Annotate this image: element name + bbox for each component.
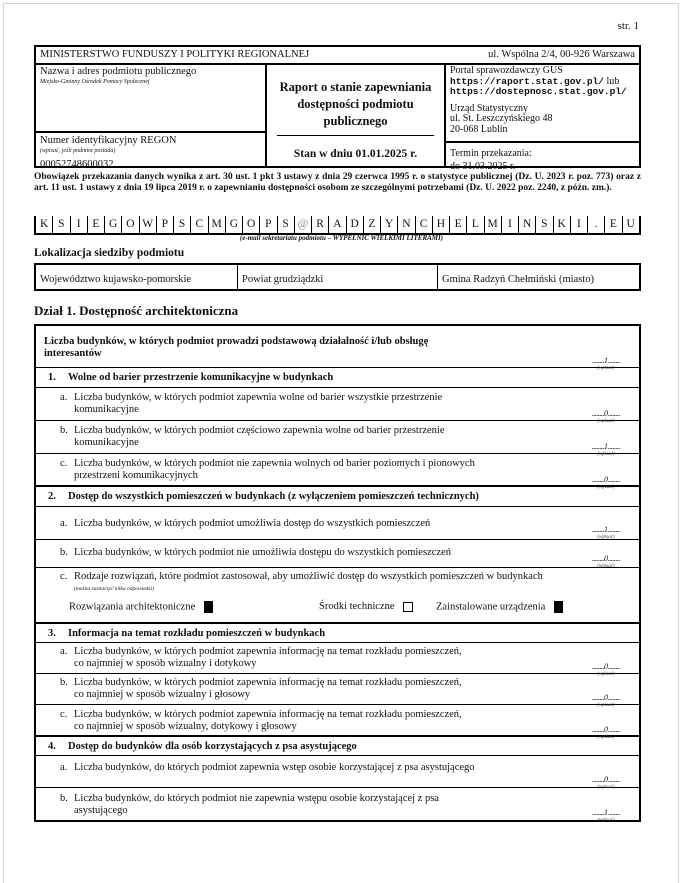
entity-name-value: Miejsko-Gminny Ośrodek Pomocy Społecznej <box>40 79 150 85</box>
item-letter: b. <box>60 677 68 688</box>
email-char-box[interactable]: Z <box>363 216 380 233</box>
item-letter: c. <box>60 571 68 582</box>
question-line: Liczba budynków, do których podmiot zapewnia wstęp osobie korzystającej z psa asystującego <box>74 762 475 773</box>
entity-column <box>36 65 267 170</box>
question-row <box>36 674 639 708</box>
option-label: Zainstalowane urządzenia <box>436 601 546 613</box>
question-row <box>36 705 639 740</box>
answer-field[interactable] <box>583 802 629 823</box>
option-devices[interactable] <box>436 601 563 613</box>
entity-name-cell[interactable] <box>36 65 265 133</box>
email-char-box[interactable]: I <box>570 216 587 233</box>
email-char-box[interactable]: C <box>190 216 207 233</box>
checkbox-unchecked-icon[interactable] <box>403 602 413 612</box>
email-char-box[interactable]: S <box>277 216 294 233</box>
ministry-address: ul. Wspólna 2/4, 00-926 Warszawa <box>488 49 635 60</box>
question-line: Liczba budynków, w których podmiot zapewnia informację na temat rozkładu pomieszczeń, <box>74 709 462 720</box>
answer-field[interactable] <box>583 769 629 790</box>
email-char-box[interactable]: N <box>518 216 535 233</box>
fill-hint: (wpisać) <box>597 735 615 740</box>
commune-cell[interactable]: Gmina Radzyń Chełmiński (miasto) <box>442 274 594 285</box>
field-value: ........ 0 ........ <box>592 775 620 784</box>
email-char-box[interactable]: W <box>139 216 156 233</box>
option-label: Środki techniczne <box>319 601 395 612</box>
email-char-box[interactable]: G <box>104 216 121 233</box>
question-line: asystującego <box>74 805 128 816</box>
group-number: 3. <box>48 628 56 639</box>
deadline-label: Termin przekazania: <box>450 148 532 159</box>
item-letter: b. <box>60 793 68 804</box>
fill-hint: (wpisać) <box>597 818 615 823</box>
question-row <box>36 643 639 677</box>
item-letter: a. <box>60 646 68 657</box>
buildings-total-row <box>36 326 639 371</box>
field-value: ........ 0 ........ <box>592 475 620 484</box>
question-row <box>36 756 639 788</box>
item-letter: a. <box>60 392 68 403</box>
section-heading: Dział 1. Dostępność architektoniczna <box>34 303 239 318</box>
answer-field[interactable] <box>583 519 629 540</box>
email-char-box[interactable]: U <box>622 216 641 233</box>
fill-hint: (wpisać) <box>597 672 615 677</box>
email-char-box[interactable]: I <box>70 216 87 233</box>
portal-or: lub <box>606 75 620 87</box>
title-column <box>267 65 446 166</box>
item-letter: b. <box>60 547 68 558</box>
report-title-line: publicznego <box>323 114 388 128</box>
report-title-line: Raport o stanie zapewniania <box>279 80 432 94</box>
option-technical[interactable] <box>319 601 413 612</box>
regon-value: 00052748600032 <box>40 159 114 170</box>
portal-label: Portal sprawozdawczy GUS <box>450 65 563 76</box>
accessibility-table <box>34 324 641 822</box>
fill-hint: (wpisać) <box>597 366 615 371</box>
email-char-box[interactable]: . <box>587 216 604 233</box>
email-note: (e-mail sekretariatu podmiotu – WYPEŁNIĆ WIELKIMI LITERAMI) <box>239 234 444 242</box>
question-line: co najmniej w sposób wizualny i głosowy <box>74 689 251 700</box>
question-line: co najmniej w sposób wizualny i dotykowy <box>74 658 257 669</box>
question-line: Rodzaje rozwiązań, które podmiot zastosował, aby umożliwić dostęp do wszystkich pomieszczeń w budynkach <box>74 571 543 582</box>
group-header-2 <box>36 487 639 507</box>
group-title: Wolne od barier przestrzenie komunikacyjne w budynkach <box>68 372 334 383</box>
fill-hint: (wpisać) <box>597 785 615 790</box>
group-header-3 <box>36 624 639 643</box>
report-header <box>34 45 641 172</box>
email-char-box[interactable]: L <box>466 216 483 233</box>
email-char-box[interactable]: E <box>87 216 104 233</box>
option-label: Rozwiązania architektoniczne <box>69 601 196 613</box>
email-char-box[interactable]: S <box>535 216 552 233</box>
report-title <box>267 79 444 130</box>
question-line: Liczba budynków, w których podmiot zapewnia informację na temat rozkładu pomieszczeń, <box>74 646 462 657</box>
item-letter: c. <box>60 458 68 469</box>
voivodeship-cell[interactable]: Województwo kujawsko-pomorskie <box>36 265 238 289</box>
email-char-box[interactable]: M <box>484 216 501 233</box>
email-char-box[interactable]: E <box>604 216 621 233</box>
option-architectural[interactable] <box>69 601 213 613</box>
question-line: komunikacyjne <box>74 437 139 448</box>
report-title-line: dostępności podmiotu <box>297 97 414 111</box>
portal-link-2[interactable]: https://dostepnosc.stat.gov.pl/ <box>450 86 627 97</box>
group-number: 1. <box>48 372 56 383</box>
checkbox-checked-icon[interactable] <box>204 601 213 613</box>
group-number: 4. <box>48 741 56 752</box>
deadline-value: do 31.03.2025 r. <box>450 161 516 172</box>
solutions-row <box>36 568 639 624</box>
deadline-cell <box>450 147 532 173</box>
question-line: komunikacyjne <box>74 404 139 415</box>
email-char-box[interactable]: O <box>121 216 138 233</box>
fill-hint: (wpisać) <box>597 485 615 490</box>
email-char-box[interactable]: K <box>34 216 52 233</box>
email-char-box[interactable]: E <box>449 216 466 233</box>
location-heading: Lokalizacja siedziby podmiotu <box>34 247 185 259</box>
item-letter: a. <box>60 762 68 773</box>
item-letter: b. <box>60 425 68 436</box>
field-value: ........ 1 ........ <box>592 442 620 451</box>
item-letter: a. <box>60 518 68 529</box>
email-char-box[interactable]: Y <box>380 216 397 233</box>
legal-basis-text: Obowiązek przekazania danych wynika z art. 30 ust. 1 pkt 3 ustawy z dnia 29 czerwca 1995 r. o statystyce publicznej (Dz. U. 2023 r. poz. 773) oraz z art. 11 ust. 1 ustawy z dnia 19 lipca 2019 r. o zapewnianiu dostępności osobom ze szczególnymi potrzebami (Dz. U. 2022 poz. 2240, z późn. zm.). <box>34 172 641 193</box>
portal-cell <box>446 65 639 143</box>
county-cell[interactable]: Powiat grudziądzki <box>238 265 438 289</box>
field-value: ........ 0 ........ <box>592 725 620 734</box>
field-value: ........ 0 ........ <box>592 662 620 671</box>
question-row <box>36 540 639 568</box>
fill-hint: (wpisać) <box>597 535 615 540</box>
question-line: Liczba budynków, w których podmiot prowadzi podstawową działalność i/lub obsługę <box>44 336 429 347</box>
question-line: przestrzeni komunikacyjnych <box>74 470 198 481</box>
office-line: ul. St. Leszczyńskiego 48 <box>450 113 553 124</box>
email-char-box[interactable]: S <box>173 216 190 233</box>
page-number: str. 1 <box>617 20 639 32</box>
question-line: Liczba budynków, w których podmiot nie zapewnia wolnych od barier poziomych i pionowych <box>74 458 475 469</box>
group-title: Dostęp do budynków dla osób korzystających z psa asystującego <box>68 741 357 752</box>
item-letter: c. <box>60 709 68 720</box>
report-date: Stan w dniu 01.01.2025 r. <box>293 148 418 160</box>
email-char-box[interactable]: N <box>397 216 414 233</box>
fill-hint: (wpisać) <box>597 564 615 569</box>
submission-column <box>446 65 639 172</box>
question-line: interesantów <box>44 348 102 359</box>
question-line: Liczba budynków, w których podmiot częściowo zapewnia wolne od barier przestrzenie <box>74 425 445 436</box>
field-value: ........ 1 ........ <box>592 356 620 365</box>
email-char-box[interactable]: P <box>259 216 276 233</box>
email-char-box[interactable]: @ <box>294 216 311 233</box>
field-value: ........ 1 ........ <box>592 808 620 817</box>
email-char-box[interactable]: R <box>311 216 328 233</box>
field-value: ........ 1 ........ <box>592 525 620 534</box>
group-header-1 <box>36 368 639 388</box>
regon-cell[interactable] <box>40 135 176 171</box>
email-char-box[interactable]: I <box>501 216 518 233</box>
question-line: Liczba budynków, w których podmiot zapewnia informację na temat rozkładu pomieszczeń, <box>74 677 462 688</box>
checkbox-checked-icon[interactable] <box>554 601 563 613</box>
office-line: Urząd Statystyczny <box>450 102 529 114</box>
question-row <box>36 788 639 823</box>
title-divider <box>277 135 434 136</box>
entity-name-label: Nazwa i adres podmiotu publicznego <box>40 66 197 77</box>
email-char-box[interactable]: O <box>242 216 259 233</box>
email-char-box[interactable]: M <box>208 216 225 233</box>
question-row <box>36 454 639 490</box>
group-title: Informacja na temat rozkładu pomieszczeń w budynkach <box>68 628 326 639</box>
ministry-name: MINISTERSTWO FUNDUSZY I POLITYKI REGIONALNEJ <box>40 49 310 60</box>
group-number: 2. <box>48 491 56 502</box>
ministry-bar <box>36 47 639 65</box>
question-row <box>36 388 639 424</box>
email-char-box[interactable]: C <box>415 216 432 233</box>
question-line: Liczba budynków, w których podmiot nie umożliwia dostępu do wszystkich pomieszczeń <box>74 547 451 558</box>
question-row <box>36 507 639 540</box>
question-line: Liczba budynków, w których podmiot umożliwia dostęp do wszystkich pomieszczeń <box>74 518 431 529</box>
field-value: ........ 0 ........ <box>592 693 620 702</box>
email-char-box[interactable]: H <box>432 216 449 233</box>
fill-hint: (wpisać) <box>597 452 615 457</box>
buildings-total-question <box>44 336 573 360</box>
question-line: co najmniej w sposób wizualny, dotykowy i głosowy <box>74 721 297 732</box>
field-value: ........ 0 ........ <box>592 554 620 563</box>
answer-field[interactable] <box>583 548 629 569</box>
portal-link-1[interactable]: https://raport.stat.gov.pl/ <box>450 75 604 87</box>
group-title: Dostęp do wszystkich pomieszczeń w budynkach (z wyłączeniem pomieszczeń technicznych) <box>68 491 479 502</box>
group-header-4 <box>36 737 639 756</box>
regon-label: Numer identyfikacyjny REGON <box>40 135 177 146</box>
email-boxes[interactable] <box>34 216 641 235</box>
fill-hint: (wpisać) <box>597 703 615 708</box>
regon-hint: (wpisać, jeśli podmiot posiada) <box>40 148 116 154</box>
question-line: Liczba budynków, do których podmiot nie zapewnia wstępu osobie korzystającej z psa <box>74 793 439 804</box>
location-table <box>34 263 641 291</box>
email-char-box[interactable]: D <box>346 216 363 233</box>
question-line: Liczba budynków, w których podmiot zapewnia wolne od barier wszystkie przestrzenie <box>74 392 443 403</box>
field-value: ........ 0 ........ <box>592 409 620 418</box>
office-line: 20-068 Lublin <box>450 123 508 135</box>
question-row <box>36 421 639 457</box>
fill-hint: (wpisać) <box>597 419 615 424</box>
email-char-box[interactable]: A <box>328 216 345 233</box>
multi-select-hint: (można zaznaczyć kilka odpowiedzi) <box>74 586 154 592</box>
email-char-box[interactable]: G <box>225 216 242 233</box>
email-char-box[interactable]: S <box>52 216 69 233</box>
email-char-box[interactable]: K <box>553 216 570 233</box>
email-char-box[interactable]: P <box>156 216 173 233</box>
